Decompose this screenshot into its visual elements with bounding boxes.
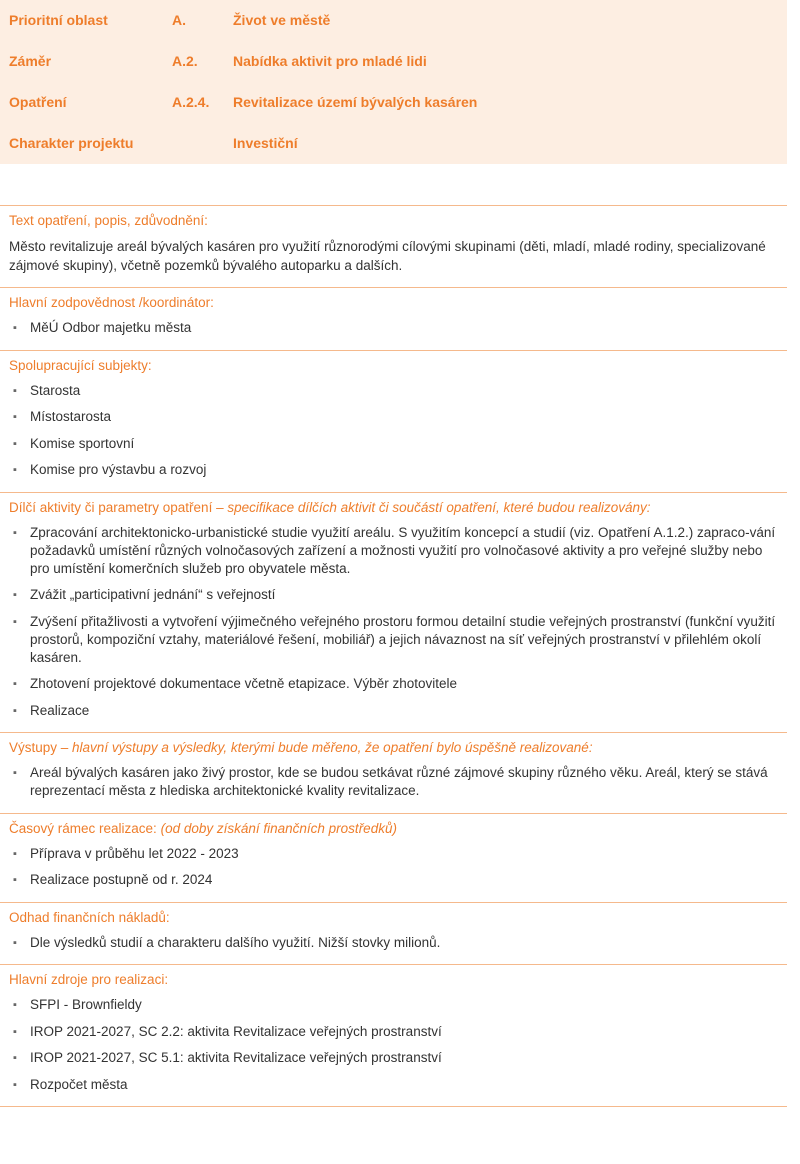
- item-list: [9, 382, 787, 480]
- item-list: [9, 764, 787, 800]
- section-outputs: [0, 732, 787, 813]
- bullet-icon: ▪: [13, 1078, 17, 1091]
- bullet-icon: ▪: [13, 874, 17, 886]
- header-code: A.2.: [172, 53, 198, 69]
- section-sources: [0, 964, 787, 1107]
- list-item: ▪ IROP 2021-2027, SC 2.2: aktivita Revitalizace veřejných prostranství: [13, 1023, 442, 1039]
- bullet-icon: ▪: [13, 322, 17, 334]
- list-item: ▪ Realizace: [13, 702, 90, 718]
- project-header: [0, 0, 787, 164]
- bullet-icon: ▪: [13, 678, 17, 690]
- section-activities: [0, 492, 787, 733]
- list-item: ▪ Areál bývalých kasáren jako živý prostor, kde se budou setkávat různé zájmové skupiny různého věku. Areál, který se stává reprezentací města z hlediska architektonické kvality revitalizace.: [13, 765, 768, 798]
- section-title: Dílčí aktivity či parametry opatření – specifikace dílčích aktivit či součástí opatření, které budou realizovány:: [9, 499, 651, 515]
- header-label: Charakter projektu: [9, 135, 134, 151]
- header-value: Investiční: [233, 135, 298, 151]
- header-code: A.2.4.: [172, 94, 210, 110]
- section-title: Text opatření, popis, zdůvodnění:: [9, 213, 208, 228]
- bullet-icon: ▪: [13, 704, 17, 717]
- section-title: Hlavní zdroje pro realizaci:: [9, 972, 169, 987]
- section-body: Město revitalizuje areál bývalých kasáren pro využití různorodými cílovými skupinami (děti, mladí, mladé rodiny, specializované zájmové skupiny), včetně pozemků bývalého autoparku a dalších.: [9, 239, 766, 273]
- header-value: Život ve městě: [233, 12, 331, 28]
- section-title: Časový rámec realizace: (od doby získání finančních prostředků): [9, 820, 397, 836]
- section-description: [0, 205, 787, 287]
- item-list: [9, 524, 787, 720]
- bullet-icon: ▪: [13, 847, 17, 860]
- section-title: Hlavní zodpovědnost /koordinátor:: [9, 295, 214, 310]
- section-timeframe: [0, 813, 787, 902]
- list-item: ▪ Zvýšení přitažlivosti a vytvoření výjimečného veřejného prostoru formou detailní studie veřejných prostranství (funkční využití prostorů, kompoziční vztahy, materiálové řešení, mobiliář) a jejich návaznost na síť veřejných prostranství v přilehlém okolí kasáren.: [13, 613, 776, 665]
- section-title: Výstupy – hlavní výstupy a výsledky, kterými bude měřeno, že opatření bylo úspěšně realizované:: [9, 740, 593, 755]
- bullet-icon: ▪: [13, 437, 17, 450]
- list-item: ▪ Příprava v průběhu let 2022 - 2023: [13, 845, 239, 861]
- list-item: ▪ Komise pro výstavbu a rozvoj: [13, 462, 207, 477]
- list-item: ▪ SFPI - Brownfieldy: [13, 997, 142, 1012]
- item-list: [9, 934, 787, 952]
- bullet-icon: ▪: [13, 999, 17, 1011]
- header-code: A.: [172, 12, 186, 28]
- header-value: Revitalizace území bývalých kasáren: [233, 94, 478, 110]
- header-label: Opatření: [9, 94, 67, 110]
- list-item: ▪ Komise sportovní: [13, 435, 135, 451]
- section-subtitle: specifikace dílčích aktivit či součástí opatření, které budou realizovány:: [227, 499, 651, 515]
- bullet-icon: ▪: [13, 1052, 17, 1064]
- list-item: ▪ Zpracování architektonicko-urbanistické studie využití areálu. S využitím koncepcí a studií (viz. Opatření A.1.2.) zapraco-vání požadavků umístění různých volnočasových zařízení a možnosti využití pro volnočasové aktivity a pro veřejné služby nebo pro umístění komerčních služeb pro obyvatele města.: [13, 524, 776, 576]
- list-item: ▪ IROP 2021-2027, SC 5.1: aktivita Revitalizace veřejných prostranství: [13, 1050, 442, 1065]
- bullet-icon: ▪: [13, 936, 17, 949]
- bullet-icon: ▪: [13, 615, 17, 628]
- list-item: ▪ Rozpočet města: [13, 1076, 128, 1092]
- list-item: ▪ Zvážit „participativní jednání“ s veřejností: [13, 587, 276, 602]
- section-responsibility: [0, 287, 787, 350]
- section-subtitle: hlavní výstupy a výsledky, kterými bude měřeno, že opatření bylo úspěšně realizované:: [72, 740, 593, 755]
- bullet-icon: ▪: [13, 1025, 17, 1038]
- section-title: Odhad finančních nákladů:: [9, 909, 170, 925]
- list-item: ▪ MěÚ Odbor majetku města: [13, 320, 192, 335]
- item-list: [9, 996, 787, 1094]
- list-item: ▪ Starosta: [13, 382, 81, 398]
- list-item: ▪ Místostarosta: [13, 409, 112, 424]
- bullet-icon: ▪: [13, 526, 17, 539]
- item-list: [9, 845, 787, 890]
- list-item: ▪ Zhotovení projektové dokumentace včetně etapizace. Výběr zhotovitele: [13, 676, 458, 691]
- bullet-icon: ▪: [13, 767, 17, 779]
- section-costs: [0, 902, 787, 965]
- list-item: ▪ Dle výsledků studií a charakteru dalšího využití. Nižší stovky milionů.: [13, 934, 441, 950]
- list-item: ▪ Realizace postupně od r. 2024: [13, 872, 213, 887]
- detail-sections: [0, 205, 787, 1107]
- section-title: Spolupracující subjekty:: [9, 357, 152, 373]
- header-label: Záměr: [9, 53, 52, 69]
- header-value: Nabídka aktivit pro mladé lidi: [233, 53, 427, 69]
- section-subtitle: (od doby získání finančních prostředků): [160, 820, 397, 836]
- section-partners: [0, 350, 787, 492]
- item-list: [9, 319, 787, 337]
- bullet-icon: ▪: [13, 384, 17, 397]
- bullet-icon: ▪: [13, 464, 17, 476]
- header-label: Prioritní oblast: [9, 12, 108, 28]
- bullet-icon: ▪: [13, 589, 17, 601]
- bullet-icon: ▪: [13, 411, 17, 423]
